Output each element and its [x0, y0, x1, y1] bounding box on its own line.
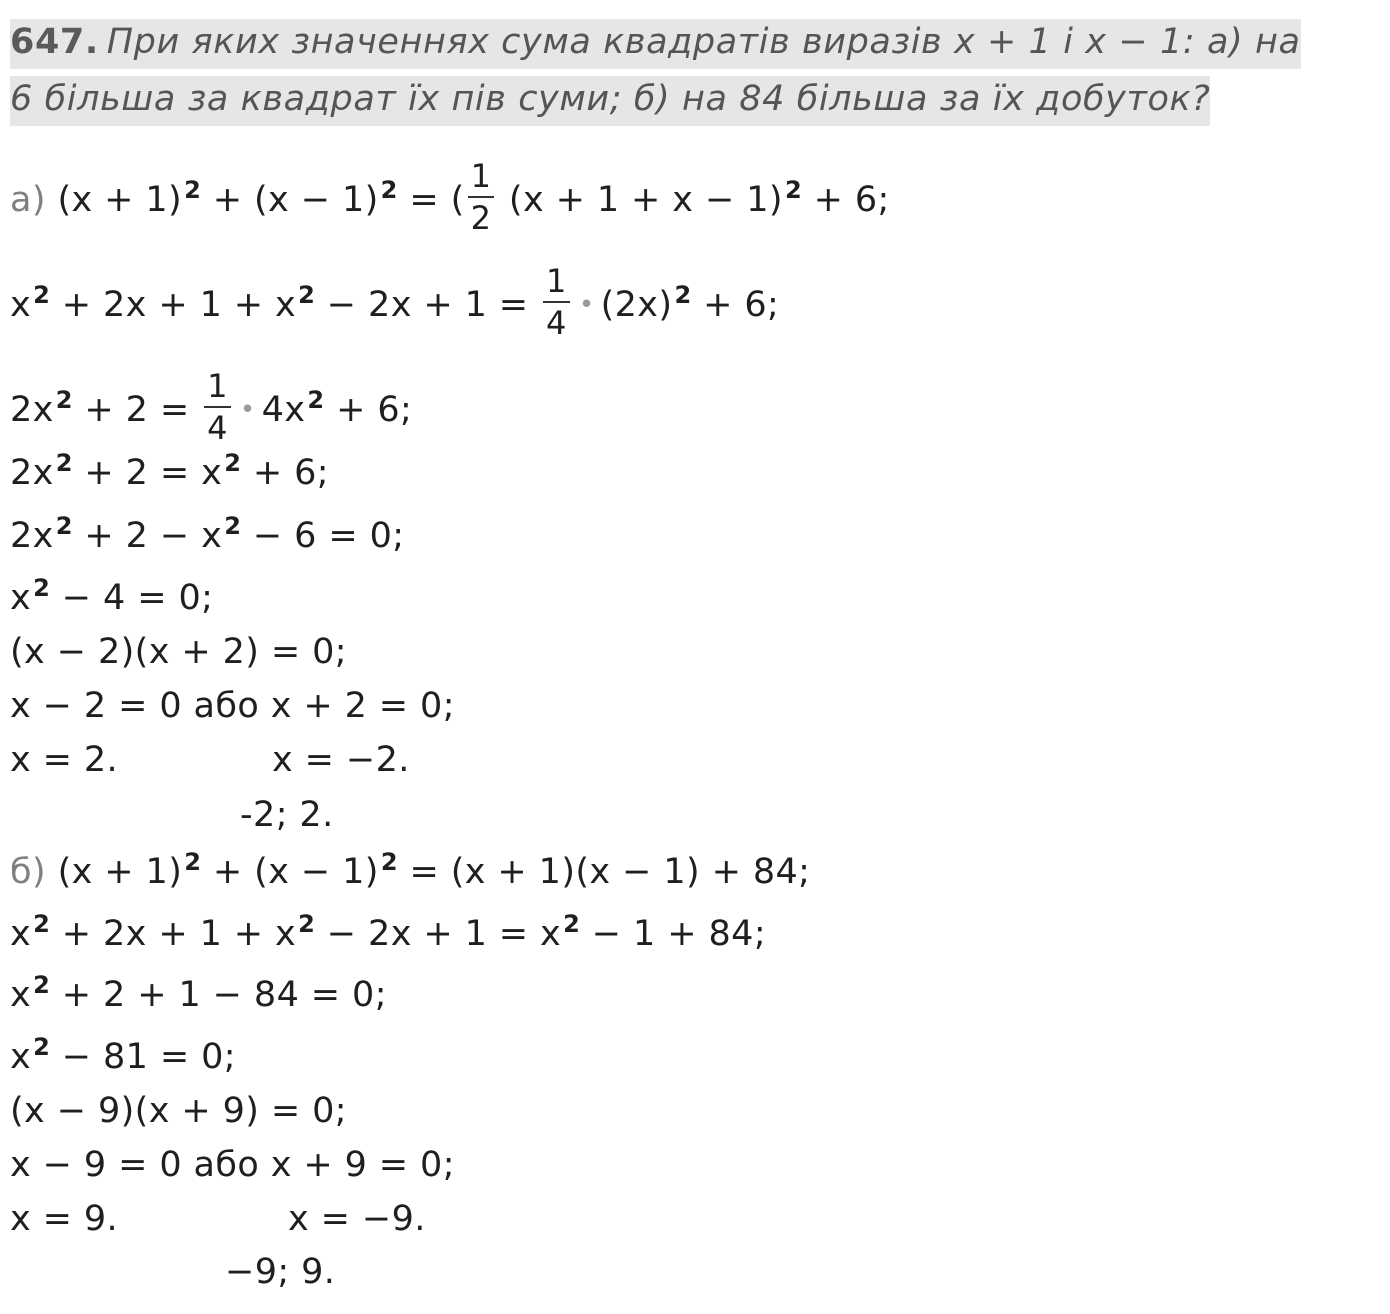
problem-number: 647.: [10, 22, 99, 62]
expr: − 4 = 0;: [61, 578, 214, 618]
expr: + (x − 1): [212, 852, 379, 892]
exponent: 2: [224, 449, 242, 477]
expr: − 2x + 1 = x: [326, 914, 562, 954]
exponent: 2: [224, 512, 242, 540]
fraction-numerator: 1: [543, 261, 570, 303]
expr: + 2 =: [84, 390, 190, 430]
expr: + (x − 1): [212, 180, 379, 220]
problem-text-1: При яких значеннях сума квадратів виразів x + 1 і x − 1: а) на: [106, 22, 1301, 62]
part-b-line-3: [10, 971, 387, 1018]
part-b-label: б): [10, 852, 47, 892]
expr: = (: [409, 180, 465, 220]
exponent: 2: [33, 1033, 51, 1061]
exponent: 2: [33, 971, 51, 999]
expr: (x + 1 + x − 1): [508, 180, 783, 220]
fraction-denominator: 2: [470, 199, 492, 237]
exponent: 2: [307, 386, 325, 414]
fraction-half: [468, 156, 495, 238]
expr: x: [10, 285, 32, 325]
exponent: 2: [674, 281, 692, 309]
expr: x: [10, 914, 32, 954]
part-b-line-7-right: x = −9.: [288, 1199, 426, 1239]
expr: + 6;: [252, 453, 329, 493]
fraction-numerator: 1: [468, 156, 495, 198]
part-a-line-2: [10, 262, 780, 347]
expr: (x + 1): [57, 180, 183, 220]
expr: 2x: [10, 516, 54, 556]
expr: + 2 = x: [84, 453, 223, 493]
expr: 4x: [261, 390, 306, 430]
expr: − 6 = 0;: [252, 516, 405, 556]
part-a-answer: -2; 2.: [240, 795, 334, 835]
part-a-line-8: x − 2 = 0 або x + 2 = 0;: [10, 686, 455, 726]
exponent: 2: [184, 176, 202, 204]
expr: (2x): [600, 285, 673, 325]
exponent: 2: [380, 176, 398, 204]
exponent: 2: [33, 910, 51, 938]
expr: + 6;: [336, 390, 413, 430]
problem-line-1: [10, 19, 1301, 69]
expr: 2x: [10, 390, 54, 430]
part-b-line-6: x − 9 = 0 або x + 9 = 0;: [10, 1145, 455, 1185]
expr: + 6;: [813, 180, 890, 220]
part-a-line-4: [10, 449, 329, 496]
part-a-line-6: [10, 574, 214, 621]
exponent: 2: [33, 281, 51, 309]
expr: x: [10, 1037, 32, 1077]
expr: + 2 + 1 − 84 = 0;: [61, 975, 387, 1015]
expr: + 2x + 1 + x: [61, 914, 297, 954]
expr: = (x + 1)(x − 1) + 84;: [409, 852, 811, 892]
exponent: 2: [33, 574, 51, 602]
exponent: 2: [298, 910, 316, 938]
expr: + 6;: [703, 285, 780, 325]
exponent: 2: [380, 848, 398, 876]
part-a-line-9-right: x = −2.: [272, 740, 410, 780]
part-b-line-7-left: x = 9.: [10, 1199, 119, 1239]
exponent: 2: [55, 512, 73, 540]
part-a-line-5: [10, 512, 405, 559]
part-a-line-9-left: x = 2.: [10, 740, 119, 780]
fraction-denominator: 4: [546, 304, 567, 342]
expr: + 2x + 1 + x: [61, 285, 297, 325]
problem-statement: [10, 14, 1370, 128]
expr: − 81 = 0;: [61, 1037, 236, 1077]
expr: x: [10, 975, 32, 1015]
part-a-line-7: (x − 2)(x + 2) = 0;: [10, 632, 347, 672]
fraction-quarter: [204, 366, 231, 448]
part-b-line-1: [10, 848, 811, 895]
part-a-label: а): [10, 180, 46, 220]
part-b-line-4: [10, 1033, 236, 1080]
expr: + 2 − x: [84, 516, 223, 556]
exponent: 2: [298, 281, 316, 309]
exponent: 2: [55, 386, 73, 414]
expr: 2x: [10, 453, 54, 493]
expr: x: [10, 578, 32, 618]
part-b-line-5: (x − 9)(x + 9) = 0;: [10, 1091, 347, 1131]
expr: − 2x + 1 =: [326, 285, 529, 325]
exponent: 2: [184, 848, 202, 876]
multiply-dot: •: [239, 395, 256, 425]
part-b-answer: −9; 9.: [225, 1252, 336, 1292]
expr: − 1 + 84;: [591, 914, 767, 954]
expr: (x + 1): [57, 852, 183, 892]
part-a-line-1: [10, 157, 890, 242]
exponent: 2: [563, 910, 581, 938]
part-a-line-3: [10, 367, 413, 452]
part-b-line-2: [10, 910, 767, 957]
fraction-quarter: [543, 261, 570, 343]
fraction-numerator: 1: [204, 366, 231, 408]
fraction-denominator: 4: [207, 409, 228, 447]
multiply-dot: •: [578, 290, 595, 320]
exponent: 2: [784, 176, 803, 204]
problem-line-2: 6 більша за квадрат їх пів суми; б) на 84 більша за їх добуток?: [10, 76, 1210, 126]
exponent: 2: [55, 449, 73, 477]
